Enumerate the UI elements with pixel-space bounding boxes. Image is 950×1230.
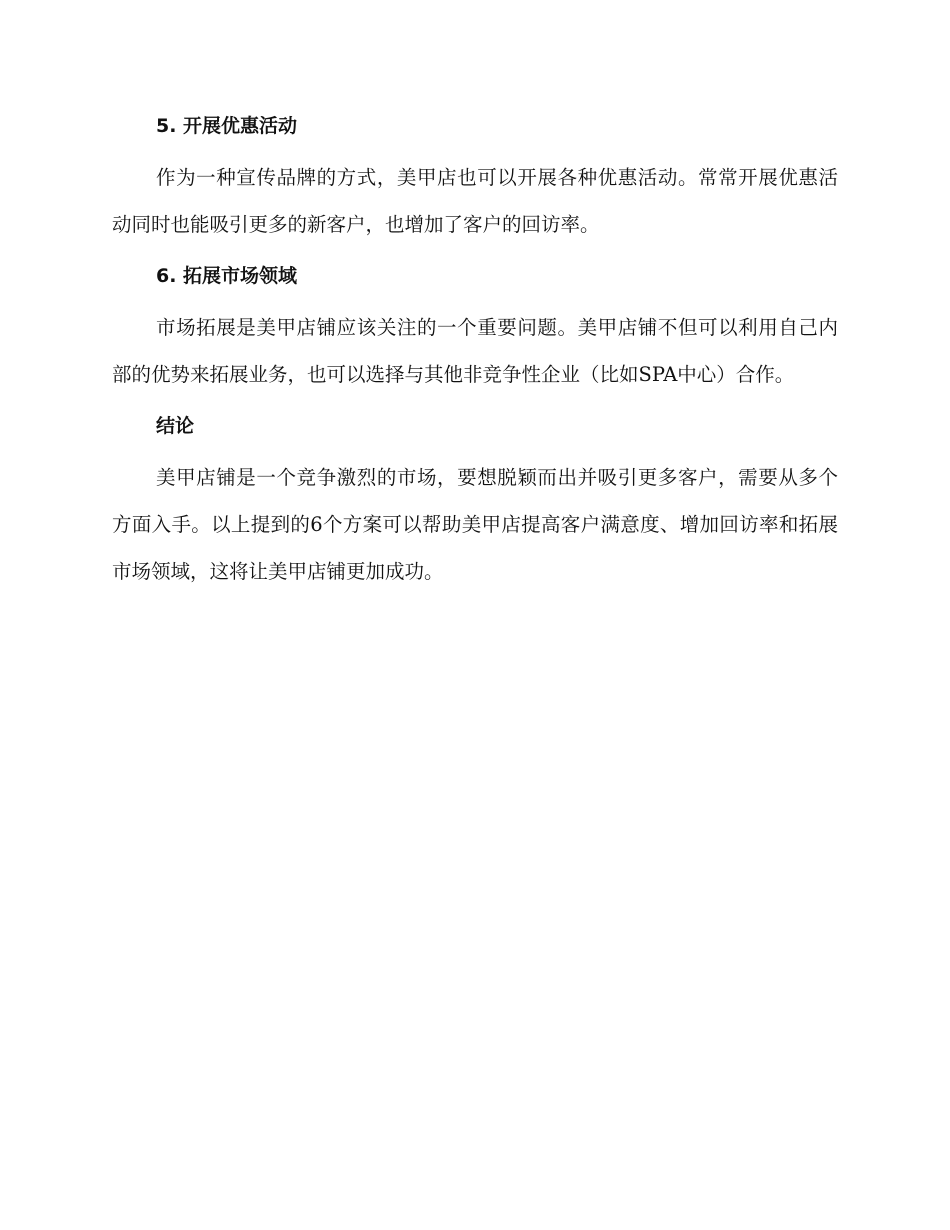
document-body bbox=[112, 108, 838, 605]
section-paragraph-conclusion: 美甲店铺是一个竞争激烈的市场，要想脱颖而出并吸引更多客户，需要从多个方面入手。以上提到的6个方案可以帮助美甲店提高客户满意度、增加回访率和拓展市场领域，这将让美甲店铺更加成功。 bbox=[112, 466, 838, 583]
section-paragraph-promotions: 作为一种宣传品牌的方式，美甲店也可以开展各种优惠活动。常常开展优惠活动同时也能吸引更多的新客户，也增加了客户的回访率。 bbox=[112, 166, 838, 236]
section-paragraph-market-expansion: 市场拓展是美甲店铺应该关注的一个重要问题。美甲店铺不但可以利用自己内部的优势来拓展业务，也可以选择与其他非竞争性企业（比如SPA中心）合作。 bbox=[112, 316, 838, 386]
section-heading-market-expansion: 6. 拓展市场领域 bbox=[156, 265, 298, 287]
section-heading-conclusion: 结论 bbox=[156, 415, 195, 437]
section-heading-promotions: 5. 开展优惠活动 bbox=[156, 115, 298, 137]
